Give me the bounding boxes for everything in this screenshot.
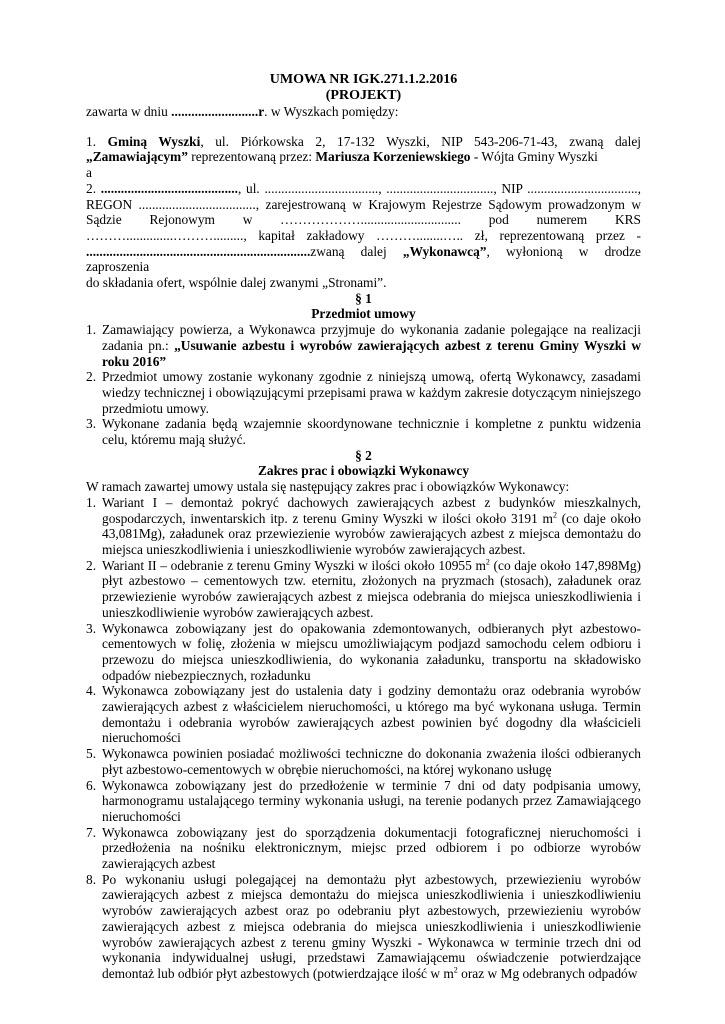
party-1-rep-name: Mariusza Korzeniewskiego: [315, 149, 471, 165]
intro-place: . w Wyszkach pomiędzy:: [264, 104, 399, 119]
party-2-rep-placeholder: ...................................................................: [86, 243, 311, 259]
party-2-line-3: Sądzie Rejonowym w ……………….............................. pod numerem KRS: [86, 212, 641, 228]
party-1-name: Gminą Wyszki: [107, 133, 201, 149]
section-2-list: [86, 495, 641, 982]
party-2-line-6: do składania ofert, wspólnie dalej zwanymi „Stronami”.: [86, 275, 387, 291]
list-item: [86, 416, 641, 447]
item-text: Wykonawca zobowiązany jest do przedłożenie w terminie 7 dni od daty podpisania umowy, harmonogramu ustalającego terminy wykonania usługi, na terenie podanych przez Zamawiającego nieruchomości: [102, 777, 641, 824]
party-1-address: , ul. Piórkowska 2, 17-132 Wyszki, NIP 543-206-71-43, zwaną dalej: [200, 133, 642, 149]
party-2-selection-text: , wyłonioną w drodze zaproszenia: [86, 243, 641, 275]
item-number: 8.: [86, 871, 97, 887]
party-2-number: 2.: [86, 180, 101, 196]
section-2-intro: W ramach zawartej umowy ustala się następujący zakres prac i obowiązków Wykonawcy:: [86, 479, 570, 495]
item-number: 6.: [86, 777, 97, 793]
section-1-list: [86, 322, 641, 448]
list-item: [86, 825, 641, 872]
item-text: Wykonane zadania będą wzajemnie skoordynowane technicznie i kompletne z punktu widzenia celu, któremu mają służyć.: [102, 416, 641, 448]
item-number: 1.: [86, 322, 97, 338]
party-2-role: „Wykonawcą”: [402, 243, 487, 259]
item-number: 5.: [86, 746, 97, 762]
list-item: [86, 558, 641, 621]
item-text: Wykonawca zobowiązany jest do ustalenia daty i godziny demontażu oraz odebrania wyrobów zawierających azbest z właścicielem nieruchomości, u którego ma być wykonana usługa. Termin demontażu i odebrania wyrobów zawierających azbest powinien być dogodny dla właścicieli nieruchomości: [102, 683, 641, 746]
list-item: [86, 322, 641, 369]
section-1-title: Przedmiot umowy: [311, 306, 416, 322]
party-2-address-placeholder: , ul. .................................., ................................, NIP .................................,: [237, 180, 642, 196]
party-2-named-text: zwaną dalej: [310, 243, 403, 259]
contract-intro: [86, 104, 641, 120]
item-number: 1.: [86, 494, 97, 510]
item-number: 3.: [86, 620, 97, 636]
item-text: Wariant I – demontaż pokryć dachowych zawierających azbest z budynków mieszkalnych, gospodarczych, inwentarskich itp. z terenu Gminy Wyszki w ilości około 3191 m: [102, 494, 641, 526]
section-2-mark: § 2: [355, 447, 372, 463]
party-2-line-2: REGON ..................................., zarejestrowaną w Krajowym Rejestrze Sądowym prowadzonym w: [86, 196, 641, 212]
intro-text: zawarta w dniu: [86, 104, 172, 119]
item-text: Po wykonaniu usługi polegającej na demontażu płyt azbestowych, przewiezieniu wyrobów zawierających azbest z miejsca demontażu do miejsca unieszkodliwienia i unieszkodliwieniu wyrobów zawierających azbest oraz po odebraniu płyt azbestowych, przewiezieniu wyrobów zawierających azbest z miejsca odebrania do miejsca unieszkodliwienia i unieszkodliwienie wyrobów zawierających azbest z terenu gminy Wyszki - Wykonawca w terminie trzech dni od wykonania indywidualnej usługi, przedstawi Zamawiającemu oświadczenie potwierdzające demontaż lub odbiór płyt azbestowych (potwierdzające ilość w m: [102, 871, 641, 981]
spacer: [86, 120, 641, 134]
item-text: Wykonawca powinien posiadać możliwości techniczne do dokonania zważenia ilości odbieranych płyt azbestowo-cementowych w obrębie nieruchomości, na której wykonano usługę: [102, 746, 641, 777]
list-item: [86, 872, 641, 982]
party-2-line-4: ………..............………........., kapitał zakładowy ………........….. zł, reprezentowaną przez -: [86, 227, 641, 243]
party-2-line-1: [86, 181, 641, 197]
item-number: 7.: [86, 824, 97, 840]
item-text: Wykonawca zobowiązany jest do sporządzenia dokumentacji fotograficznej nieruchomości i przedłożenia na nośniku elektronicznym, miejsc przed odbiorem i po odbiorze wyrobów zawierających azbest: [102, 824, 641, 872]
section-1-mark: § 1: [355, 290, 372, 306]
item-number: 4.: [86, 683, 97, 699]
item-number: 2.: [86, 369, 97, 385]
task-name: „Usuwanie azbestu i wyrobów zawierających azbest z terenu Gminy Wyszki w roku 2016”: [102, 337, 641, 369]
item-text: Przedmiot umowy zostanie wykonany zgodnie z niniejszą umową, ofertą Wykonawcy, zasadami wiedzy technicznej i obowiązującymi przepisami prawa w każdym zakresie dotyczącym niniejszego przedmiotu umowy.: [102, 369, 641, 416]
item-text: oraz w Mg odebranych odpadów: [457, 965, 638, 981]
contract-subtitle: (PROJEKT): [325, 88, 402, 103]
list-item: [86, 369, 641, 416]
party-1-rep-tail: - Wójta Gminy Wyszki: [470, 149, 598, 165]
item-text: Wykonawca zobowiązany jest do opakowania zdemontowanych, odbieranych płyt azbestowo-cementowych w folię, złożenia w miejscu umożliwiającym podjazd samochodu celem odbioru i przewozu do miejsca unieszkodliwienia, do wykonania załadunku, transportu na składowisko odpadów niebezpiecznych, rozładunku: [102, 620, 641, 683]
party-2-name-placeholder: .........................................: [100, 180, 238, 196]
party-2-line-5: [86, 244, 641, 275]
item-text: Wariant II – odebranie z terenu Gminy Wyszki w ilości około 10955 m: [102, 557, 486, 573]
party-1: [86, 134, 641, 165]
contract-title: UMOWA NR IGK.271.1.2.2016: [269, 72, 458, 87]
list-item: [86, 495, 641, 558]
item-number: 3.: [86, 416, 97, 432]
item-number: 2.: [86, 557, 97, 573]
list-item: [86, 621, 641, 684]
party-1-rep-text: reprezentowaną przez:: [187, 149, 316, 165]
item-text: Zamawiający powierza, a Wykonawca przyjmuje do wykonania zadanie polegające na realizacji zadania pn.:: [102, 322, 641, 353]
party-conjunction: a: [86, 165, 92, 181]
list-item: [86, 683, 641, 746]
list-item: [86, 746, 641, 777]
list-item: [86, 778, 641, 825]
party-1-number: 1.: [86, 133, 108, 149]
item-text: (co daje około 147,898Mg) płyt azbestowo – cementowych tzw. eternitu, złożonych na pryzmach (stosach), załadunek oraz przewiezienie wyrobów zawierających azbest z miejsca odebrania do miejsca unieszkodliwienia i unieszkodliwienie wyrobów zawierających azbest.: [102, 557, 642, 620]
superscript: 2: [453, 965, 458, 975]
item-text: (co daje około 43,081Mg), załadunek oraz przewiezienie wyrobów zawierających azbest z miejsca demontażu do miejsca unieszkodliwienia i unieszkodliwienie wyrobów zawierających azbest.: [102, 510, 641, 557]
superscript: 2: [552, 510, 557, 520]
date-placeholder: ..........................r: [171, 104, 265, 119]
party-1-role: „Zamawiającym”: [86, 149, 188, 165]
superscript: 2: [485, 557, 490, 567]
section-2-title: Zakres prac i obowiązki Wykonawcy: [257, 463, 470, 479]
document-body: [86, 72, 641, 982]
